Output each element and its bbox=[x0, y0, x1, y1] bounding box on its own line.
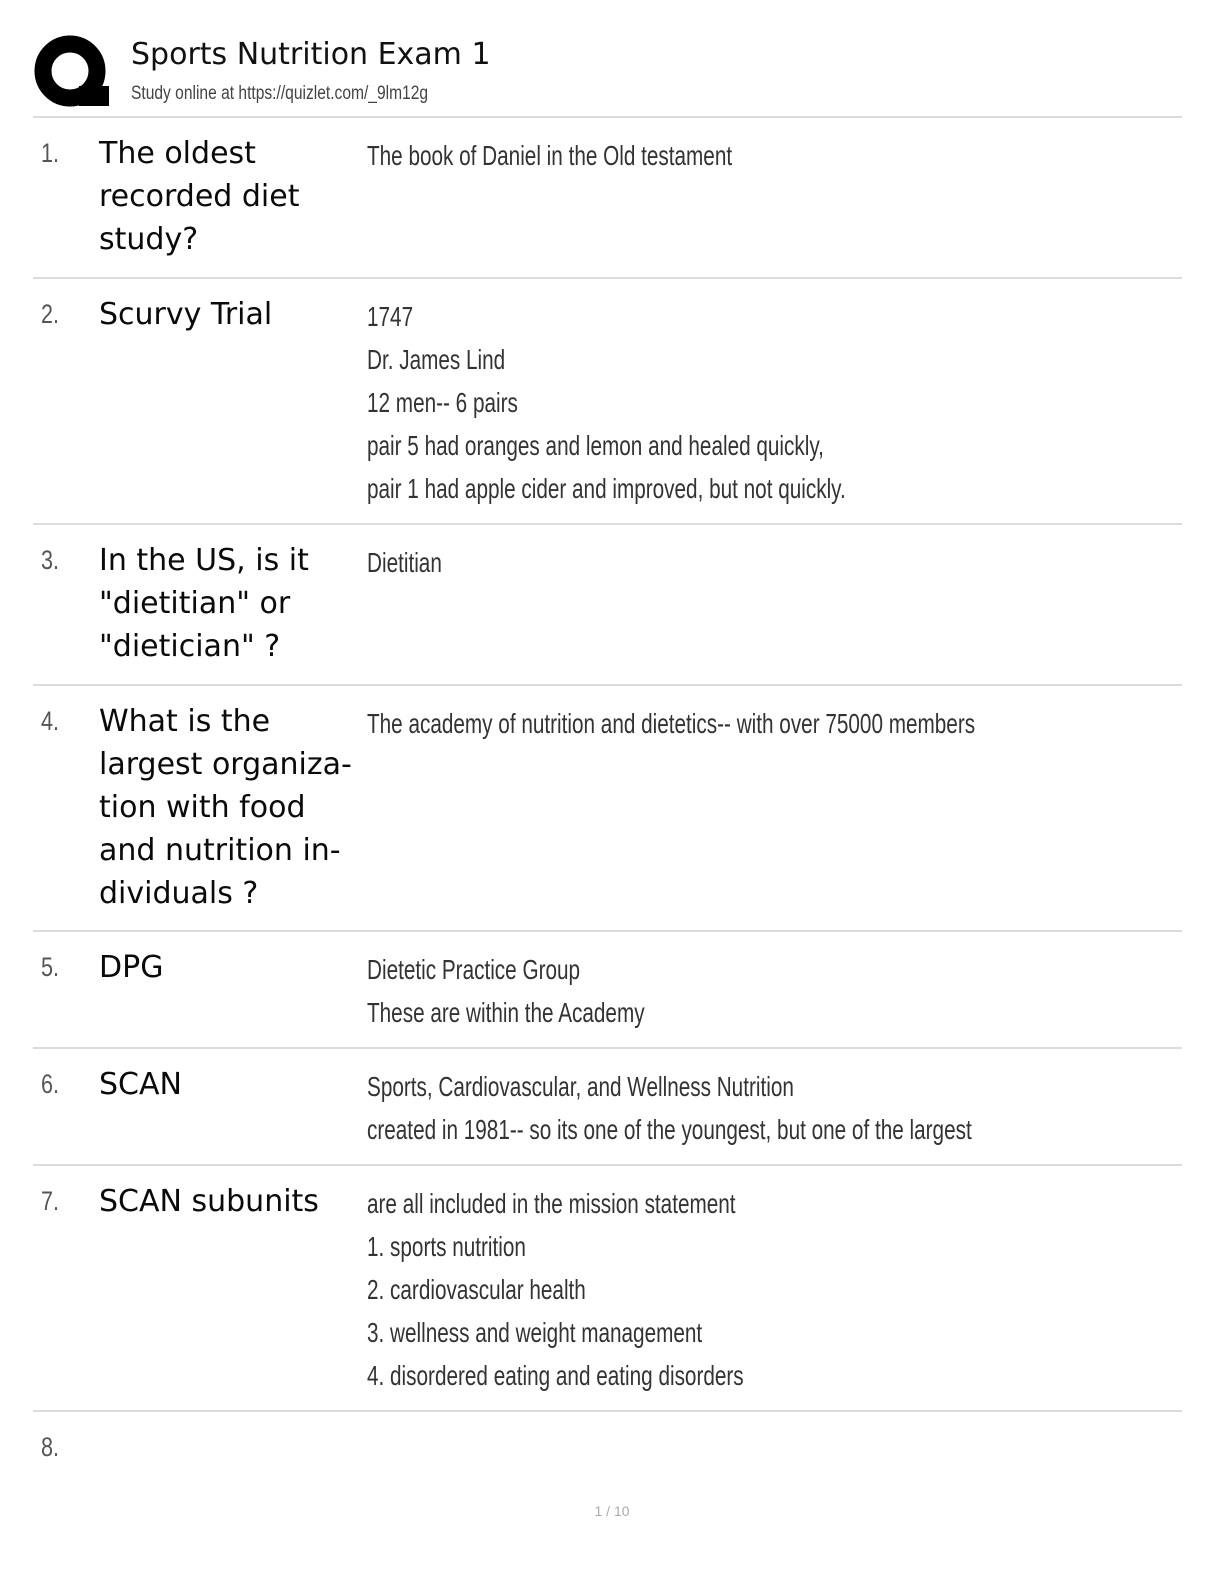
card-definition bbox=[367, 134, 1100, 177]
card-definition bbox=[367, 702, 1100, 745]
definition-line: 1747 bbox=[367, 301, 414, 332]
definition-line: The book of Daniel in the Old testament bbox=[367, 140, 733, 171]
card-term: Scurvy Trial bbox=[99, 297, 273, 332]
definition-line: The academy of nutrition and dietetics-- with over 75000 members bbox=[367, 708, 976, 739]
flashcard-row bbox=[33, 1049, 1182, 1166]
flashcard-row bbox=[33, 932, 1182, 1049]
card-number: 4. bbox=[41, 706, 60, 736]
card-term: The oldest recorded diet study? bbox=[99, 136, 300, 257]
card-definition bbox=[367, 948, 1100, 1034]
flashcard-row bbox=[33, 1412, 1182, 1482]
flashcard-row bbox=[33, 279, 1182, 525]
card-number: 7. bbox=[41, 1186, 60, 1216]
definition-line: are all included in the mission statement bbox=[367, 1188, 736, 1219]
definition-line: 3. wellness and weight management bbox=[367, 1317, 703, 1348]
definition-line: Dietitian bbox=[367, 547, 442, 578]
card-term: DPG bbox=[99, 950, 164, 985]
page-indicator: 1 / 10 bbox=[594, 1503, 630, 1519]
card-number: 6. bbox=[41, 1069, 60, 1099]
flashcard-row bbox=[33, 525, 1182, 686]
definition-line: 2. cardiovascular health bbox=[367, 1274, 586, 1305]
flashcard-row bbox=[33, 118, 1182, 279]
card-number: 8. bbox=[41, 1432, 60, 1462]
definition-line: pair 5 had oranges and lemon and healed quickly, bbox=[367, 430, 824, 461]
page-title: Sports Nutrition Exam 1 bbox=[131, 37, 491, 72]
flashcard-row bbox=[33, 686, 1182, 932]
card-term: SCAN bbox=[99, 1067, 182, 1102]
flashcard-row bbox=[33, 1166, 1182, 1412]
page-header bbox=[33, 34, 1183, 114]
definition-line: pair 1 had apple cider and improved, but not quickly. bbox=[367, 473, 846, 504]
card-term: In the US, is it "dietitian" or "dietician" ? bbox=[99, 543, 309, 664]
definition-line: Dietetic Practice Group bbox=[367, 954, 581, 985]
definition-line: Dr. James Lind bbox=[367, 344, 506, 375]
card-definition bbox=[367, 541, 1100, 584]
card-number: 5. bbox=[41, 952, 60, 982]
definition-line: Sports, Cardiovascular, and Wellness Nutrition bbox=[367, 1071, 794, 1102]
card-definition bbox=[367, 1182, 1100, 1397]
card-definition bbox=[367, 295, 1100, 510]
definition-line: 4. disordered eating and eating disorders bbox=[367, 1360, 744, 1391]
card-number: 1. bbox=[41, 138, 60, 168]
definition-line: 12 men-- 6 pairs bbox=[367, 387, 518, 418]
card-number: 2. bbox=[41, 299, 60, 329]
flashcard-list bbox=[33, 116, 1182, 1482]
quizlet-q-icon bbox=[33, 34, 111, 110]
definition-line: 1. sports nutrition bbox=[367, 1231, 526, 1262]
study-link[interactable]: Study online at https://quizlet.com/_9lm12g bbox=[131, 83, 429, 104]
card-number: 3. bbox=[41, 545, 60, 575]
definition-line: These are within the Academy bbox=[367, 997, 645, 1028]
card-definition bbox=[367, 1065, 1100, 1151]
definition-line: created in 1981-- so its one of the youngest, but one of the largest bbox=[367, 1114, 972, 1145]
card-term: SCAN subunits bbox=[99, 1184, 319, 1219]
card-term: What is the largest organization with food and nutrition individuals ? bbox=[99, 704, 352, 911]
